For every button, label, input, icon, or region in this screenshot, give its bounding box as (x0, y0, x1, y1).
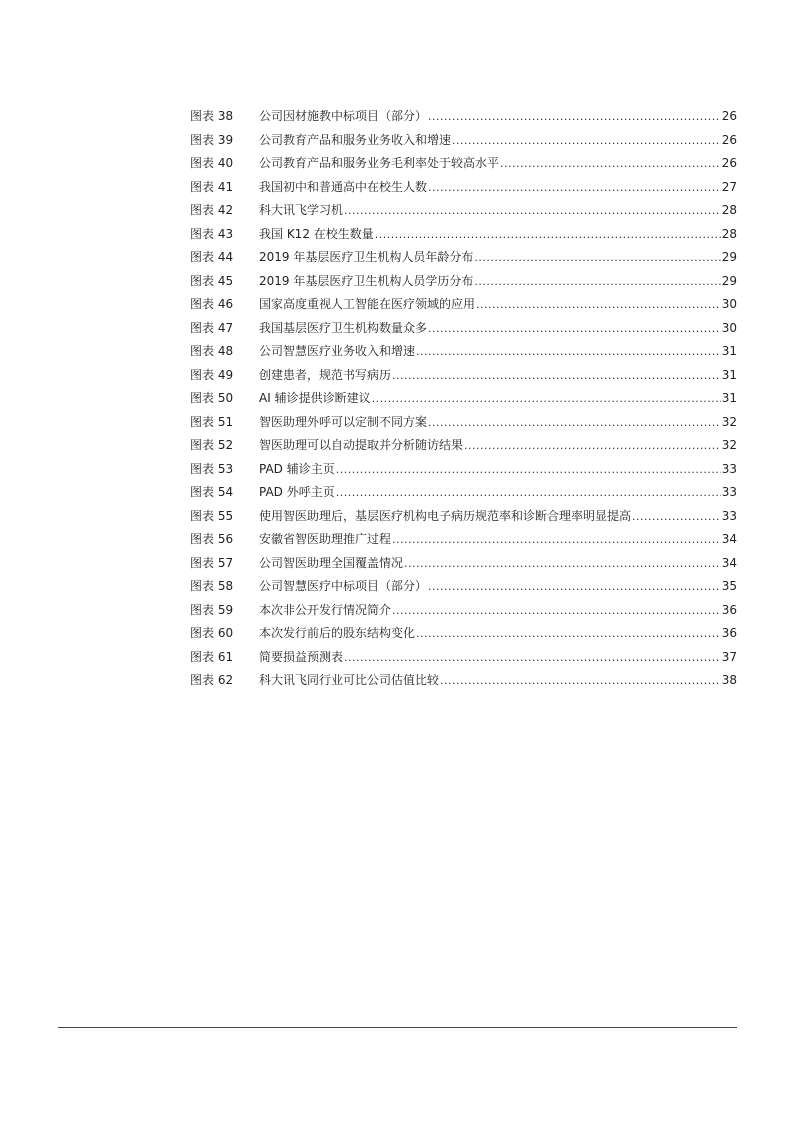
toc-entry-title: AI 辅诊提供诊断建议 (259, 391, 371, 405)
toc-dot-leader (336, 481, 721, 505)
toc-entry[interactable] (190, 129, 737, 153)
toc-entry-page-number: 33 (721, 508, 737, 523)
toc-entry[interactable] (190, 599, 737, 623)
toc-dot-leader (392, 364, 721, 388)
table-of-figures (190, 105, 737, 693)
toc-entry-page-number: 31 (721, 367, 737, 382)
toc-entry-title: 公司智慧医疗中标项目（部分） (259, 579, 428, 593)
footer-divider (58, 1027, 737, 1028)
toc-entry-label: 图表 50 (190, 391, 234, 405)
toc-entry-label: 图表 61 (190, 649, 234, 664)
toc-dot-leader (474, 270, 720, 294)
toc-entry-page-number: 36 (721, 626, 737, 640)
toc-dot-leader (428, 176, 721, 200)
toc-entry-title: PAD 外呼主页 (259, 485, 335, 499)
toc-entry-title: 我国基层医疗卫生机构数量众多 (259, 320, 428, 335)
toc-entry-label: 图表 53 (190, 461, 234, 476)
toc-entry-page-number: 29 (721, 273, 737, 288)
toc-entry-page-number: 33 (721, 485, 737, 499)
toc-entry-label: 图表 40 (190, 156, 234, 170)
toc-dot-leader (416, 622, 721, 646)
toc-entry-title: 简要损益预测表 (259, 649, 344, 664)
toc-dot-leader (372, 387, 721, 411)
toc-entry[interactable] (190, 411, 737, 435)
toc-entry-title: 公司教育产品和服务业务收入和增速 (259, 132, 452, 147)
toc-entry-page-number: 38 (721, 673, 737, 687)
toc-entry-page-number: 28 (721, 226, 737, 241)
toc-entry[interactable] (190, 622, 737, 646)
toc-entry-page-number: 35 (721, 579, 737, 593)
toc-entry-label: 图表 59 (190, 602, 234, 617)
toc-dot-leader (344, 199, 721, 223)
toc-entry-page-number: 26 (721, 132, 737, 147)
toc-entry-title: 2019 年基层医疗卫生机构人员年龄分布 (259, 250, 474, 264)
toc-entry-page-number: 32 (721, 414, 737, 429)
toc-entry-page-number: 36 (721, 602, 737, 617)
toc-entry-title: 公司智医助理全国覆盖情况 (259, 555, 404, 570)
toc-entry-title: 公司教育产品和服务业务毛利率处于较高水平 (259, 156, 500, 170)
toc-entry[interactable] (190, 364, 737, 388)
toc-entry-page-number: 26 (721, 156, 737, 170)
toc-dot-leader (452, 129, 721, 153)
toc-dot-leader (392, 599, 721, 623)
toc-entry-title: 公司智慧医疗业务收入和增速 (259, 344, 416, 358)
toc-entry-label: 图表 38 (190, 109, 234, 123)
toc-entry[interactable] (190, 176, 737, 200)
toc-entry[interactable] (190, 528, 737, 552)
toc-entry-page-number: 28 (721, 203, 737, 217)
toc-entry-label: 图表 41 (190, 179, 234, 194)
toc-entry[interactable] (190, 293, 737, 317)
toc-entry[interactable] (190, 340, 737, 364)
toc-dot-leader (428, 411, 721, 435)
toc-entry-title: 我国初中和普通高中在校生人数 (259, 179, 428, 194)
toc-entry-page-number: 33 (721, 461, 737, 476)
toc-dot-leader (375, 223, 721, 247)
toc-dot-leader (416, 340, 721, 364)
toc-dot-leader (428, 105, 721, 129)
toc-entry-label: 图表 60 (190, 626, 234, 640)
toc-entry-title: 创建患者，规范书写病历 (259, 367, 392, 382)
toc-entry-title: 国家高度重视人工智能在医疗领域的应用 (259, 297, 476, 311)
toc-entry-label: 图表 48 (190, 344, 234, 358)
toc-entry[interactable] (190, 646, 737, 670)
toc-entry-label: 图表 58 (190, 579, 234, 593)
toc-entry-page-number: 31 (721, 391, 737, 405)
toc-dot-leader (428, 317, 721, 341)
toc-entry-label: 图表 45 (190, 273, 234, 288)
toc-entry-title: 本次非公开发行情况简介 (259, 602, 392, 617)
toc-dot-leader (404, 552, 721, 576)
toc-entry[interactable] (190, 552, 737, 576)
toc-entry[interactable] (190, 152, 737, 176)
toc-entry-page-number: 26 (721, 109, 737, 123)
toc-dot-leader (464, 434, 721, 458)
toc-dot-leader (336, 458, 721, 482)
toc-entry-label: 图表 55 (190, 508, 234, 523)
toc-entry-page-number: 31 (721, 344, 737, 358)
toc-entry-label: 图表 46 (190, 297, 234, 311)
toc-dot-leader (632, 505, 721, 529)
toc-dot-leader (344, 646, 721, 670)
toc-entry-title: 2019 年基层医疗卫生机构人员学历分布 (259, 273, 474, 288)
toc-entry[interactable] (190, 458, 737, 482)
toc-entry-title: 科大讯飞学习机 (259, 203, 344, 217)
toc-entry-label: 图表 62 (190, 673, 234, 687)
toc-entry[interactable] (190, 199, 737, 223)
toc-entry-title: 使用智医助理后，基层医疗机构电子病历规范率和诊断合理率明显提高 (259, 508, 632, 523)
toc-entry[interactable] (190, 387, 737, 411)
toc-entry-label: 图表 43 (190, 226, 234, 241)
toc-entry-title: PAD 辅诊主页 (259, 461, 335, 476)
toc-dot-leader (440, 669, 721, 693)
toc-entry-label: 图表 57 (190, 555, 234, 570)
toc-entry[interactable] (190, 481, 737, 505)
toc-entry-page-number: 27 (721, 179, 737, 194)
toc-entry[interactable] (190, 575, 737, 599)
toc-dot-leader (474, 246, 720, 270)
toc-entry-page-number: 34 (721, 532, 737, 546)
toc-entry-title: 我国 K12 在校生数量 (259, 226, 374, 241)
toc-entry-title: 智医助理可以自动提取并分析随访结果 (259, 438, 464, 452)
toc-dot-leader (428, 575, 721, 599)
toc-entry-title: 安徽省智医助理推广过程 (259, 532, 392, 546)
toc-entry[interactable] (190, 669, 737, 693)
toc-entry-label: 图表 47 (190, 320, 234, 335)
toc-entry-title: 科大讯飞同行业可比公司估值比较 (259, 673, 440, 687)
toc-entry-page-number: 30 (721, 297, 737, 311)
toc-entry-label: 图表 42 (190, 203, 234, 217)
toc-entry-page-number: 32 (721, 438, 737, 452)
toc-entry[interactable] (190, 270, 737, 294)
toc-entry-label: 图表 51 (190, 414, 234, 429)
toc-dot-leader (500, 152, 721, 176)
toc-entry-label: 图表 49 (190, 367, 234, 382)
toc-entry[interactable] (190, 317, 737, 341)
toc-dot-leader (476, 293, 721, 317)
toc-entry[interactable] (190, 105, 737, 129)
toc-entry-title: 本次发行前后的股东结构变化 (259, 626, 416, 640)
toc-entry-label: 图表 44 (190, 250, 234, 264)
toc-entry-title: 公司因材施教中标项目（部分） (259, 109, 428, 123)
toc-entry-label: 图表 56 (190, 532, 234, 546)
toc-entry-page-number: 34 (721, 555, 737, 570)
toc-entry[interactable] (190, 505, 737, 529)
toc-entry-title: 智医助理外呼可以定制不同方案 (259, 414, 428, 429)
toc-dot-leader (392, 528, 721, 552)
toc-entry-label: 图表 39 (190, 132, 234, 147)
toc-entry-page-number: 30 (721, 320, 737, 335)
toc-entry[interactable] (190, 223, 737, 247)
toc-entry-label: 图表 52 (190, 438, 234, 452)
toc-entry-page-number: 37 (721, 649, 737, 664)
toc-entry[interactable] (190, 246, 737, 270)
toc-entry-label: 图表 54 (190, 485, 234, 499)
toc-entry[interactable] (190, 434, 737, 458)
toc-entry-page-number: 29 (721, 250, 737, 264)
